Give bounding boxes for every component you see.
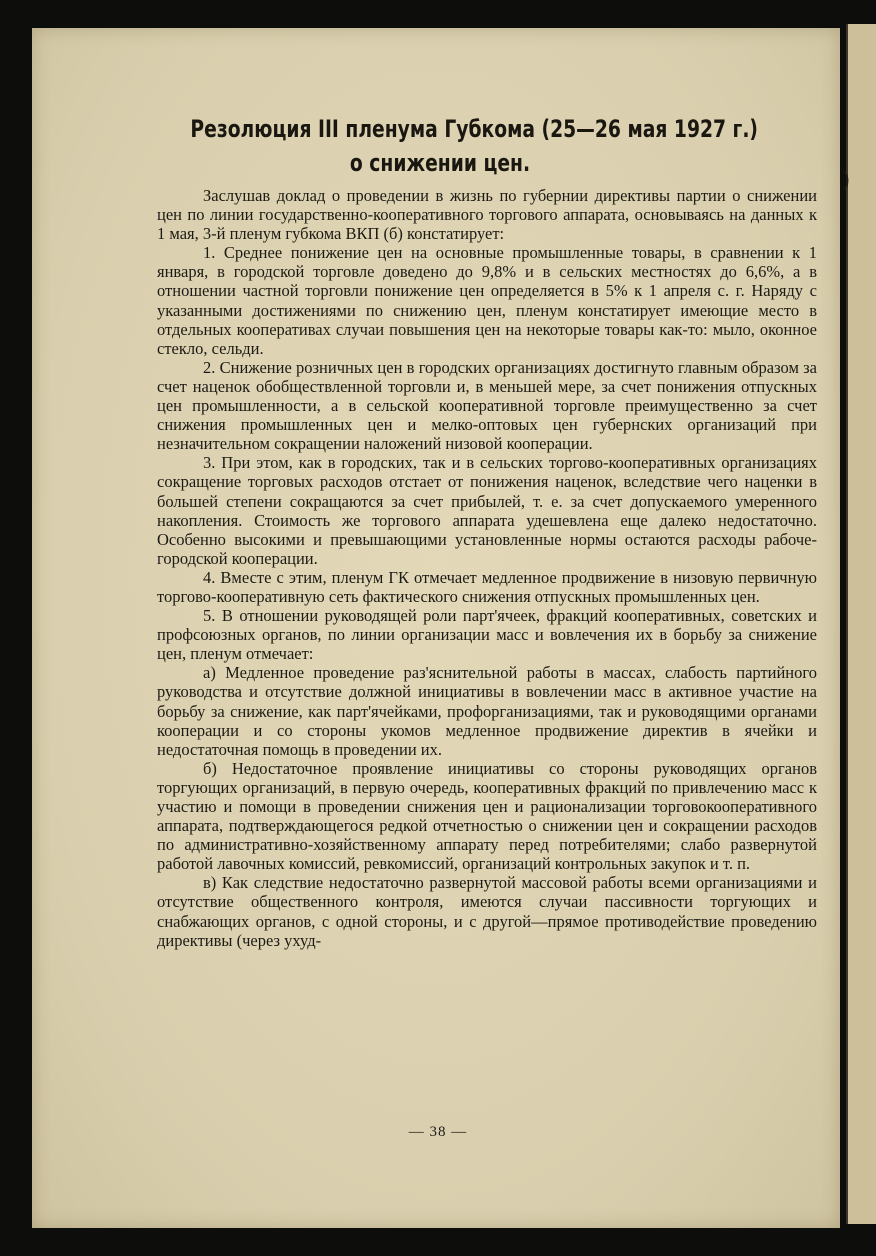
paragraph-1: 1. Среднее понижение цен на основные промышленные товары, в сравнении к 1 января, в городской торговле доведено до 9,8% и в сельских местностях до 6,6%, а в отношении частной торговли понижение цен определяется в 5% к 1 апреля с. г. Наряду с указанными достижениями по снижению цен, пленум констатирует имеющие место в отдельных кооперативах случаи повышения цен на некоторые товары как-то: мыло, оконное стекло, сельди. xyxy=(157,243,817,358)
paragraph-intro: Заслушав доклад о проведении в жизнь по губернии директивы партии о снижении цен по линии государственно-кооперативного торгового аппарата, основываясь на данных к 1 мая, 3-й пленум губкома ВКП (б) констатирует: xyxy=(157,186,817,244)
paragraph-2: 2. Снижение розничных цен в городских организациях достигнуто главным образом за счет наценок обобществленной торговли и, в меньшей мере, за счет понижения отпускных цен промышленности, а в сельской кооперативной торговле преимущественно за счет снижения промышленных цен и мелко-оптовых цен губернских организаций при незначительном сокращении наложений низовой кооперации. xyxy=(157,357,817,454)
paragraph-5: 5. В отношении руководящей роли парт'ячеек, фракций кооперативных, советских и профсоюзных органов, по линии организации масс и вовлечения их в борьбу за снижение цен, пленум отмечает: xyxy=(157,606,817,664)
paragraph-5a: а) Медленное проведение раз'яснительной работы в массах, слабость партийного руководства и отсутствие должной инициативы в вовлечении масс в активное участие на борьбу за снижение, как парт'ячейками, профорганизациями, так и руководящими органами кооперации и со стороны укомов медленное продвижение директив в ячейки и недостаточная помощь в проведении их. xyxy=(157,663,817,759)
adjacent-page-edge xyxy=(846,24,876,1224)
title-line-1: Резолюция III пленума Губкома (25—26 мая 1927 г.) xyxy=(190,115,758,143)
adjacent-page-bracket: ) xyxy=(842,166,850,191)
paragraph-4: 4. Вместе с этим, пленум ГК отмечает медленное продвижение в низовую первичную торгово-кооперативную сеть фактического снижения отпускных промышленных цен. xyxy=(157,567,817,606)
page-title xyxy=(190,112,758,180)
paragraph-3: 3. При этом, как в городских, так и в сельских торгово-кооперативных организациях сокращение торговых расходов отстает от понижения наценок, вследствие чего наценки в большей степени сокращаются за счет прибылей, т. е. за счет допускаемого умеренного накопления. Стоимость же торгового аппарата удешевлена еще далеко недостаточно. Особенно высокими и превышающими установленные нормы остаются расходы рабоче-городской кооперации. xyxy=(157,453,817,568)
paragraph-5b: б) Недостаточное проявление инициативы со стороны руководящих органов торгующих организаций, в первую очередь, кооперативных фракций по привлечению масс к участию и помощи в проведении снижения цен и рационализации торговокооперативного аппарата, подтверждающегося редкой отчетностью о снижении цен и сокращении расходов по административно-хозяйственному аппарату перед потребителями; слабо развернутой работой лавочных комиссий, ревкомиссий, организаций контрольных закупок и т. п. xyxy=(157,758,817,874)
page-number: — 38 — xyxy=(408,1124,468,1140)
title-line-2: о снижении цен. xyxy=(349,149,531,177)
paragraph-5c: в) Как следствие недостаточно развернутой массовой работы всеми организациями и отсутствие общественного контроля, имеются случаи пассивности торгующих и снабжающих органов, с одной стороны, и с другой—прямое противодействие проведению директивы (через ухуд- xyxy=(157,873,817,950)
document-body xyxy=(157,186,817,950)
